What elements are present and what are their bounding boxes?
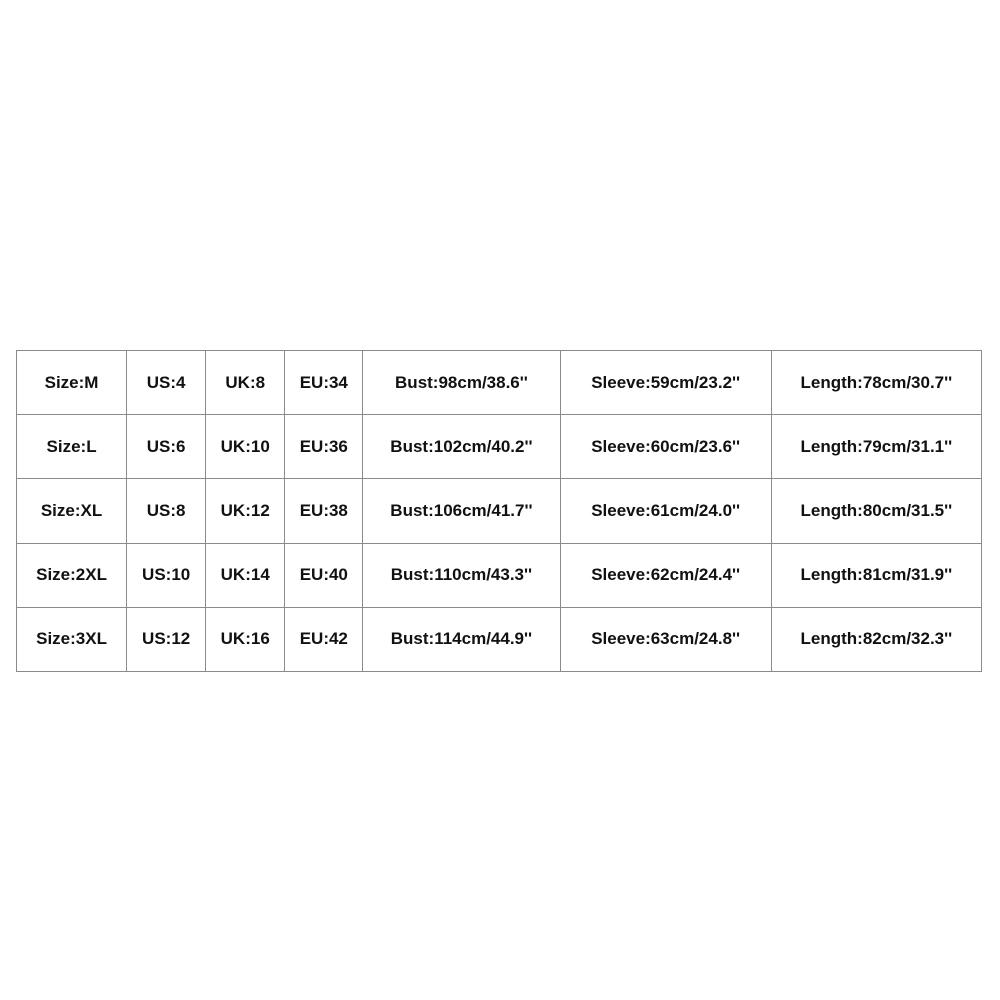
size-cell: Size:XL bbox=[17, 479, 127, 543]
eu-size-cell: EU:36 bbox=[285, 415, 363, 479]
table-row bbox=[17, 479, 982, 543]
us-size-cell: US:8 bbox=[127, 479, 206, 543]
bust-cell: Bust:110cm/43.3'' bbox=[363, 543, 560, 607]
uk-size-cell: UK:8 bbox=[206, 351, 285, 415]
size-cell: Size:L bbox=[17, 415, 127, 479]
us-size-cell: US:12 bbox=[127, 607, 206, 671]
table-row bbox=[17, 351, 982, 415]
uk-size-cell: UK:14 bbox=[206, 543, 285, 607]
bust-cell: Bust:98cm/38.6'' bbox=[363, 351, 560, 415]
sleeve-cell: Sleeve:60cm/23.6'' bbox=[560, 415, 771, 479]
size-cell: Size:M bbox=[17, 351, 127, 415]
eu-size-cell: EU:34 bbox=[285, 351, 363, 415]
length-cell: Length:79cm/31.1'' bbox=[771, 415, 981, 479]
bust-cell: Bust:102cm/40.2'' bbox=[363, 415, 560, 479]
eu-size-cell: EU:40 bbox=[285, 543, 363, 607]
sleeve-cell: Sleeve:62cm/24.4'' bbox=[560, 543, 771, 607]
sleeve-cell: Sleeve:59cm/23.2'' bbox=[560, 351, 771, 415]
sleeve-cell: Sleeve:61cm/24.0'' bbox=[560, 479, 771, 543]
size-cell: Size:3XL bbox=[17, 607, 127, 671]
eu-size-cell: EU:38 bbox=[285, 479, 363, 543]
table-row bbox=[17, 543, 982, 607]
bust-cell: Bust:106cm/41.7'' bbox=[363, 479, 560, 543]
table-row bbox=[17, 415, 982, 479]
table-row bbox=[17, 607, 982, 671]
us-size-cell: US:4 bbox=[127, 351, 206, 415]
us-size-cell: US:6 bbox=[127, 415, 206, 479]
eu-size-cell: EU:42 bbox=[285, 607, 363, 671]
length-cell: Length:80cm/31.5'' bbox=[771, 479, 981, 543]
length-cell: Length:81cm/31.9'' bbox=[771, 543, 981, 607]
length-cell: Length:78cm/30.7'' bbox=[771, 351, 981, 415]
size-cell: Size:2XL bbox=[17, 543, 127, 607]
size-chart-table bbox=[16, 350, 982, 672]
sleeve-cell: Sleeve:63cm/24.8'' bbox=[560, 607, 771, 671]
length-cell: Length:82cm/32.3'' bbox=[771, 607, 981, 671]
uk-size-cell: UK:12 bbox=[206, 479, 285, 543]
us-size-cell: US:10 bbox=[127, 543, 206, 607]
bust-cell: Bust:114cm/44.9'' bbox=[363, 607, 560, 671]
uk-size-cell: UK:16 bbox=[206, 607, 285, 671]
uk-size-cell: UK:10 bbox=[206, 415, 285, 479]
